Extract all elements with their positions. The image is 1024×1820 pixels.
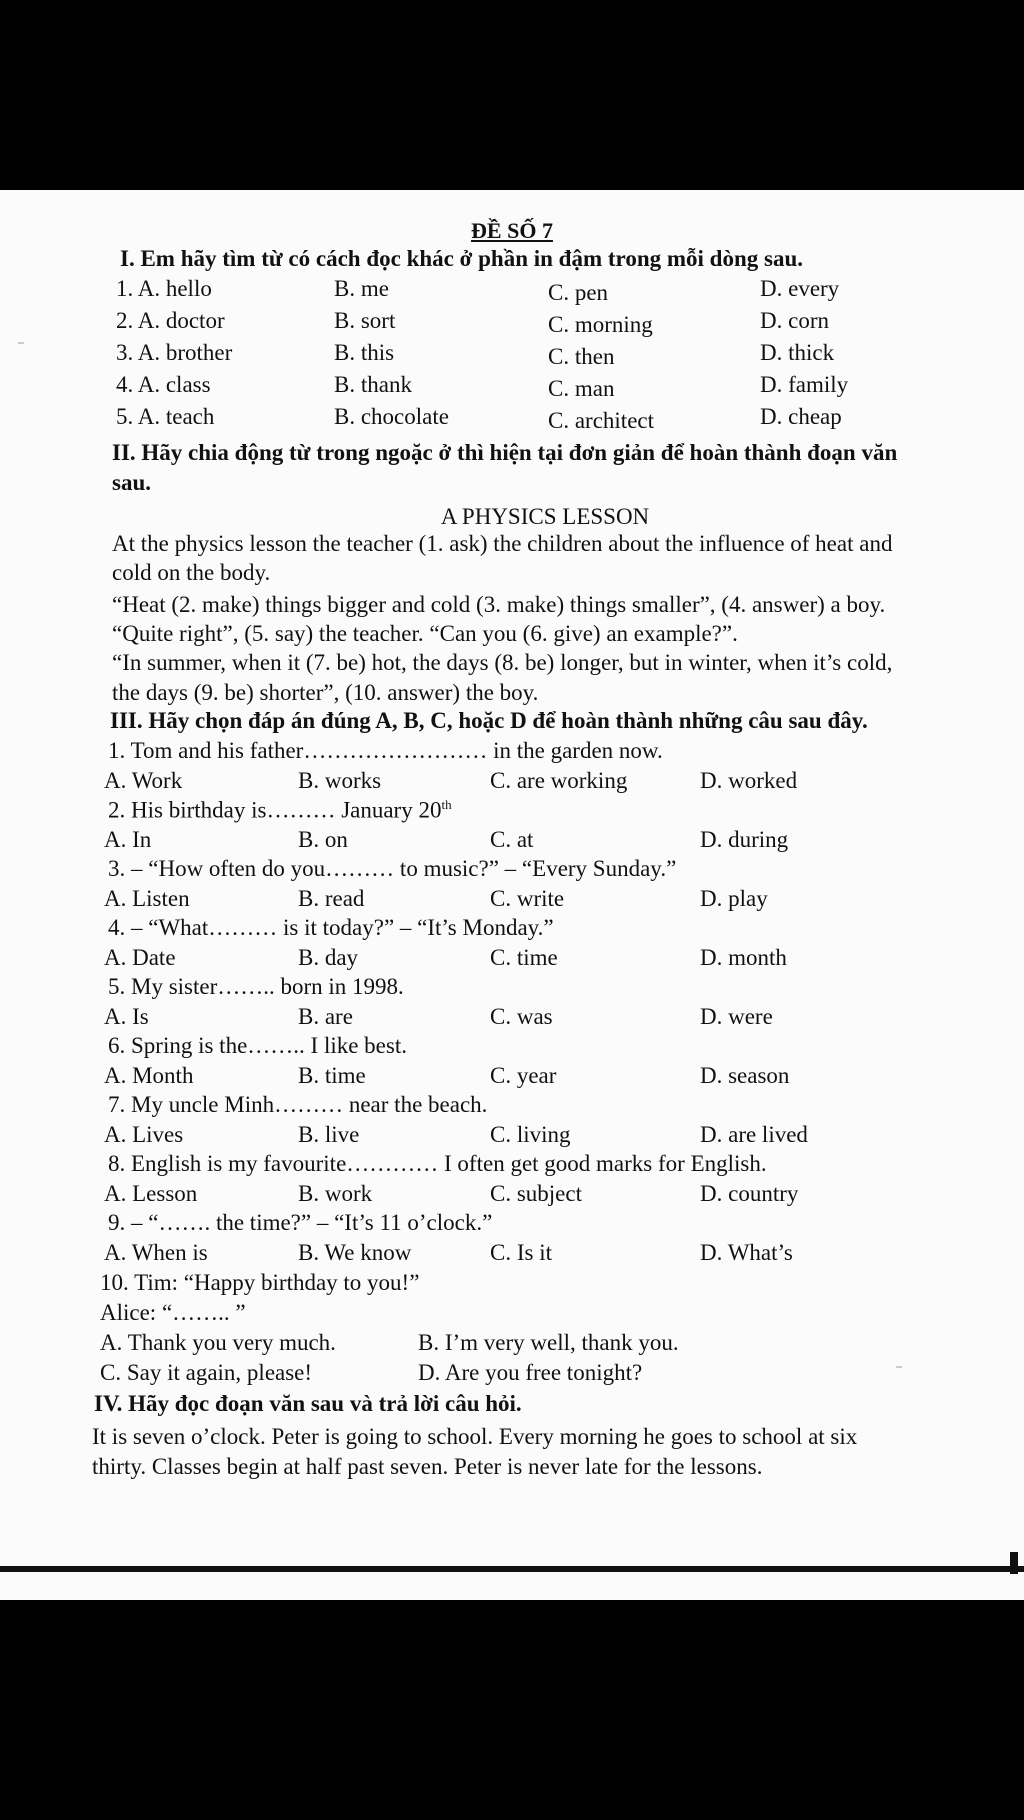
- answer-option: C. write: [490, 886, 565, 911]
- question-text: [108, 915, 554, 941]
- answer-option: C. living: [490, 1122, 571, 1147]
- answer-option: C. Is it: [490, 1240, 552, 1265]
- exam-title: ĐỀ SỐ 7: [471, 218, 553, 243]
- q10-option-c: C. Say it again, please!: [100, 1360, 313, 1385]
- question-stem: 1. Tom and his father…………………… in the garden now.: [108, 738, 663, 763]
- answer-option: A. In: [104, 827, 152, 852]
- passage-line: “Quite right”, (5. say) the teacher. “Can you (6. give) an example?”.: [112, 621, 738, 646]
- passage-line: cold on the body.: [112, 560, 271, 585]
- question-stem: 7. My uncle Minh……… near the beach.: [108, 1092, 488, 1117]
- answer-option: D. worked: [700, 768, 798, 793]
- section1-option: B. thank: [334, 372, 412, 397]
- section1-option: D. every: [760, 276, 840, 301]
- section1-option: B. me: [334, 276, 389, 301]
- scan-speck: [18, 342, 24, 344]
- answer-option: B. day: [298, 945, 359, 970]
- question-stem: 9. – “……. the time?” – “It’s 11 o’clock.”: [108, 1210, 493, 1235]
- answer-option: D. during: [700, 827, 789, 852]
- question-text: [108, 856, 676, 882]
- answer-option: B. We know: [298, 1240, 412, 1265]
- passage-line: “Heat (2. make) things bigger and cold (3. make) things smaller”, (4. answer) a boy.: [112, 592, 886, 617]
- question-text: [108, 738, 663, 764]
- passage-line: At the physics lesson the teacher (1. ask) the children about the influence of heat and: [112, 531, 893, 556]
- section1-option: C. morning: [548, 312, 653, 337]
- answer-option: D. What’s: [700, 1240, 793, 1265]
- passage-line: “In summer, when it (7. be) hot, the days (8. be) longer, but in winter, when it’s cold,: [112, 650, 893, 675]
- section1-option: 3. A. brother: [116, 340, 233, 365]
- passage-line: the days (9. be) shorter”, (10. answer) the boy.: [112, 680, 539, 705]
- answer-option: D. month: [700, 945, 787, 970]
- section1-heading: I. Em hãy tìm từ có cách đọc khác ở phần in đậm trong mỗi dòng sau.: [120, 246, 803, 271]
- section1-option: D. thick: [760, 340, 835, 365]
- exam-page: [0, 190, 1024, 1600]
- section1-option: 1. A. hello: [116, 276, 212, 301]
- section1-option: C. man: [548, 376, 615, 401]
- section1-option: D. cheap: [760, 404, 842, 429]
- answer-option: B. live: [298, 1122, 360, 1147]
- question-text: [108, 974, 404, 1000]
- bottom-rule: [0, 1566, 1024, 1572]
- answer-option: A. Is: [104, 1004, 149, 1029]
- answer-option: B. on: [298, 827, 348, 852]
- question-text: [108, 1151, 767, 1177]
- answer-option: D. were: [700, 1004, 773, 1029]
- section1-option: 4. A. class: [116, 372, 211, 397]
- section3-heading: III. Hãy chọn đáp án đúng A, B, C, hoặc D để hoàn thành những câu sau đây.: [110, 708, 868, 733]
- answer-option: C. time: [490, 945, 558, 970]
- question-stem: 2. His birthday is……… January 20: [108, 797, 442, 823]
- question-stem: 8. English is my favourite………… I often get good marks for English.: [108, 1151, 767, 1176]
- section1-option: D. family: [760, 372, 849, 397]
- answer-option: B. are: [298, 1004, 353, 1029]
- section1-option: C. pen: [548, 280, 609, 305]
- answer-option: A. When is: [104, 1240, 208, 1265]
- question-text: [108, 1092, 487, 1118]
- bottom-rule-tick: [1010, 1552, 1018, 1574]
- answer-option: C. at: [490, 827, 534, 852]
- answer-option: D. season: [700, 1063, 790, 1088]
- section1-option: 5. A. teach: [116, 404, 215, 429]
- q10-option-d: D. Are you free tonight?: [418, 1360, 643, 1385]
- answer-option: D. play: [700, 886, 768, 911]
- section1-option: B. this: [334, 340, 395, 365]
- question-text: [108, 1033, 407, 1059]
- answer-option: C. year: [490, 1063, 557, 1088]
- section4-heading: IV. Hãy đọc đoạn văn sau và trả lời câu hỏi.: [94, 1391, 522, 1416]
- question-stem: 6. Spring is the…….. I like best.: [108, 1033, 407, 1058]
- q10-line1: 10. Tim: “Happy birthday to you!”: [100, 1270, 420, 1295]
- section1-option: B. sort: [334, 308, 396, 333]
- passage-title: A PHYSICS LESSON: [440, 504, 650, 529]
- answer-option: A. Lives: [104, 1122, 184, 1147]
- ordinal-suffix: th: [441, 797, 452, 812]
- question-stem: 4. – “What……… is it today?” – “It’s Monday.”: [108, 915, 554, 940]
- section1-option: C. then: [548, 344, 615, 369]
- answer-option: D. are lived: [700, 1122, 808, 1147]
- answer-option: B. time: [298, 1063, 366, 1088]
- section1-option: B. chocolate: [334, 404, 449, 429]
- answer-option: C. subject: [490, 1181, 582, 1206]
- answer-option: B. work: [298, 1181, 373, 1206]
- q10-option-b: B. I’m very well, thank you.: [418, 1330, 679, 1355]
- answer-option: C. are working: [490, 768, 628, 793]
- question-text: [108, 797, 452, 824]
- answer-option: A. Lesson: [104, 1181, 198, 1206]
- q10-option-a: A. Thank you very much.: [100, 1330, 336, 1355]
- question-stem: 3. – “How often do you……… to music?” – “Every Sunday.”: [108, 856, 677, 881]
- scan-speck: [896, 1366, 902, 1368]
- question-stem: 5. My sister…….. born in 1998.: [108, 974, 404, 999]
- answer-option: C. was: [490, 1004, 553, 1029]
- answer-option: A. Work: [104, 768, 183, 793]
- question-text: [108, 1210, 492, 1236]
- section4-line2: thirty. Classes begin at half past seven. Peter is never late for the lessons.: [92, 1454, 763, 1479]
- section2-heading-line1: II. Hãy chia động từ trong ngoặc ở thì hiện tại đơn giản để hoàn thành đoạn văn: [112, 440, 898, 465]
- section2-heading-line2: sau.: [112, 470, 151, 495]
- section1-option: 2. A. doctor: [116, 308, 225, 333]
- section1-option: D. corn: [760, 308, 829, 333]
- answer-option: A. Listen: [104, 886, 190, 911]
- section1-option: C. architect: [548, 408, 655, 433]
- q10-line2: Alice: “…….. ”: [100, 1300, 246, 1325]
- section4-line1: It is seven o’clock. Peter is going to school. Every morning he goes to school at six: [92, 1424, 858, 1449]
- answer-option: B. works: [298, 768, 382, 793]
- answer-option: B. read: [298, 886, 365, 911]
- answer-option: A. Month: [104, 1063, 194, 1088]
- answer-option: A. Date: [104, 945, 176, 970]
- answer-option: D. country: [700, 1181, 799, 1206]
